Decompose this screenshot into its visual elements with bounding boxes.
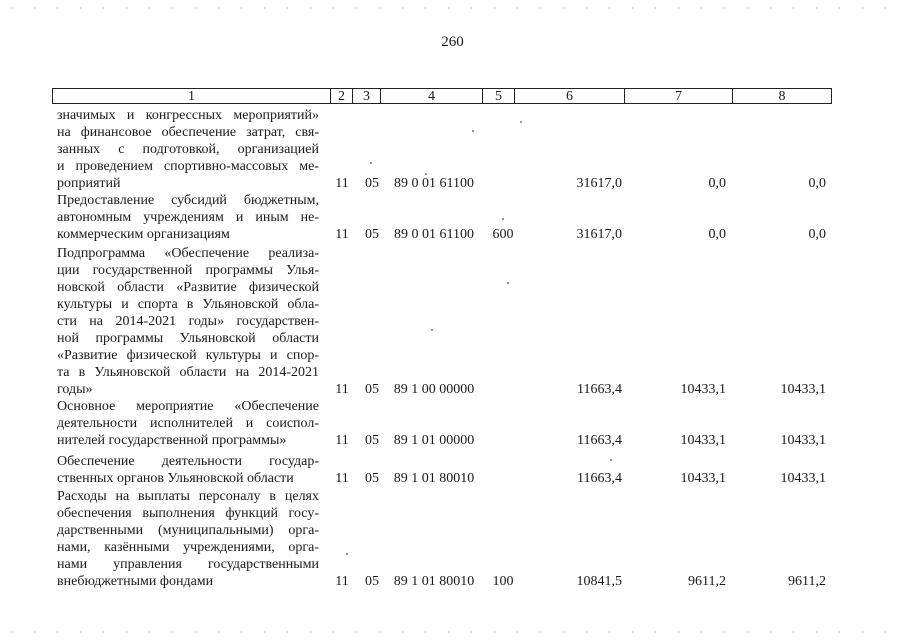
- header-col-7: 7: [625, 89, 733, 103]
- description-line: деятельности исполнителей и соиспол-: [57, 416, 319, 431]
- header-col-5: 5: [483, 89, 515, 103]
- page-number: 260: [441, 34, 464, 50]
- description-line: ной программы Ульяновской области: [57, 331, 319, 346]
- header-col-3: 3: [353, 89, 381, 103]
- cell-amount-col6: 11663,4: [577, 471, 622, 486]
- cell-amount-col7: 10433,1: [680, 382, 726, 397]
- row-description: [57, 398, 319, 449]
- description-line: и проведением спортивно-массовых ме-: [57, 159, 319, 174]
- cell-subsection: 05: [365, 574, 379, 589]
- cell-subsection: 05: [365, 382, 379, 397]
- scan-speck: [346, 553, 348, 555]
- description-line: культуры и спорта в Ульяновской обла-: [57, 297, 319, 312]
- description-line: нителей государственной программы»: [57, 433, 287, 448]
- scan-speck: [520, 121, 522, 123]
- description-line: Расходы на выплаты персоналу в целях: [57, 489, 319, 504]
- description-line: нами управления государственными: [57, 557, 319, 572]
- header-col-6: 6: [515, 89, 625, 103]
- cell-target-code: 89 1 01 00000: [393, 433, 475, 448]
- cell-amount-col6: 31617,0: [576, 176, 622, 191]
- scan-speck: [502, 218, 504, 220]
- cell-section: 11: [335, 382, 349, 397]
- row-description: [57, 488, 319, 590]
- cell-subsection: 05: [365, 471, 379, 486]
- description-line: внебюджетными фондами: [57, 574, 214, 589]
- cell-target-code: 89 1 00 00000: [393, 382, 475, 397]
- cell-subsection: 05: [365, 433, 379, 448]
- description-line: автономным учреждениям и иным не-: [57, 210, 319, 225]
- cell-amount-col7: 0,0: [708, 227, 726, 242]
- cell-section: 11: [335, 433, 349, 448]
- scan-edge-bottom: [0, 630, 905, 634]
- cell-section: 11: [335, 176, 349, 191]
- table-row: [0, 488, 905, 590]
- cell-subsection: 05: [365, 176, 379, 191]
- cell-section: 11: [335, 471, 349, 486]
- table-row: [0, 107, 905, 192]
- header-col-1: 1: [53, 89, 331, 103]
- description-line: сти на 2014-2021 годы» государствен-: [57, 314, 319, 329]
- cell-amount-col7: 9611,2: [688, 574, 726, 589]
- table-row: [0, 453, 905, 487]
- header-col-2: 2: [331, 89, 353, 103]
- cell-amount-col8: 0,0: [808, 227, 826, 242]
- row-description: [57, 192, 319, 243]
- scan-speck: [610, 459, 612, 461]
- description-line: годы»: [57, 382, 93, 397]
- cell-amount-col8: 9611,2: [788, 574, 826, 589]
- scan-speck: [472, 130, 474, 132]
- description-line: обеспечения выполнения функций госу-: [57, 506, 319, 521]
- description-line: коммерческим организациям: [57, 227, 230, 242]
- scan-speck: [431, 329, 433, 331]
- cell-amount-col7: 10433,1: [680, 471, 726, 486]
- description-line: ственных органов Ульяновской области: [57, 471, 294, 486]
- row-description: [57, 453, 319, 487]
- cell-section: 11: [335, 574, 349, 589]
- cell-amount-col8: 10433,1: [780, 471, 826, 486]
- description-line: дарственными (муниципальными) орга-: [57, 523, 319, 538]
- cell-target-code: 89 1 01 80010: [393, 471, 475, 486]
- table-row: [0, 398, 905, 449]
- description-line: нами, казёнными учреждениями, орга-: [57, 540, 319, 555]
- cell-amount-col8: 0,0: [808, 176, 826, 191]
- scan-speck: [370, 162, 372, 164]
- scan-speck: [425, 173, 427, 175]
- description-line: Основное мероприятие «Обеспечение: [57, 399, 319, 414]
- description-line: та в Ульяновской области на 2014-2021: [57, 365, 319, 380]
- cell-subsection: 05: [365, 227, 379, 242]
- row-description: [57, 245, 319, 398]
- cell-amount-col6: 11663,4: [577, 382, 622, 397]
- row-description: [57, 107, 319, 192]
- header-col-8: 8: [778, 89, 786, 104]
- cell-target-code: 89 0 01 61100: [394, 176, 474, 191]
- header-col-4: 4: [381, 89, 483, 103]
- cell-expense-type: 600: [492, 227, 514, 242]
- description-line: значимых и конгрессных мероприятий»: [57, 108, 319, 123]
- description-line: занных с подготовкой, организацией: [57, 142, 319, 157]
- cell-amount-col6: 31617,0: [576, 227, 622, 242]
- description-line: Обеспечение деятельности государ-: [57, 454, 319, 469]
- cell-amount-col7: 0,0: [708, 176, 726, 191]
- cell-amount-col8: 10433,1: [780, 382, 826, 397]
- description-line: «Развитие физической культуры и спор-: [57, 348, 319, 363]
- description-line: новской области «Развитие физической: [57, 280, 319, 295]
- cell-section: 11: [335, 227, 349, 242]
- cell-amount-col8: 10433,1: [780, 433, 826, 448]
- cell-amount-col6: 10841,5: [576, 574, 622, 589]
- cell-amount-col7: 10433,1: [680, 433, 726, 448]
- cell-target-code: 89 0 01 61100: [394, 227, 474, 242]
- description-line: ции государственной программы Улья-: [57, 263, 319, 278]
- table-row: [0, 192, 905, 243]
- table-header: [52, 88, 832, 104]
- cell-target-code: 89 1 01 80010: [393, 574, 475, 589]
- description-line: Предоставление субсидий бюджетным,: [57, 193, 319, 208]
- scan-speck: [507, 282, 509, 284]
- cell-amount-col6: 11663,4: [577, 433, 622, 448]
- description-line: роприятий: [57, 176, 121, 191]
- description-line: Подпрограмма «Обеспечение реализа-: [57, 246, 319, 261]
- scan-edge-top: [0, 6, 905, 10]
- description-line: на финансовое обеспечение затрат, свя-: [57, 125, 319, 140]
- cell-expense-type: 100: [492, 574, 514, 589]
- table-row: [0, 245, 905, 398]
